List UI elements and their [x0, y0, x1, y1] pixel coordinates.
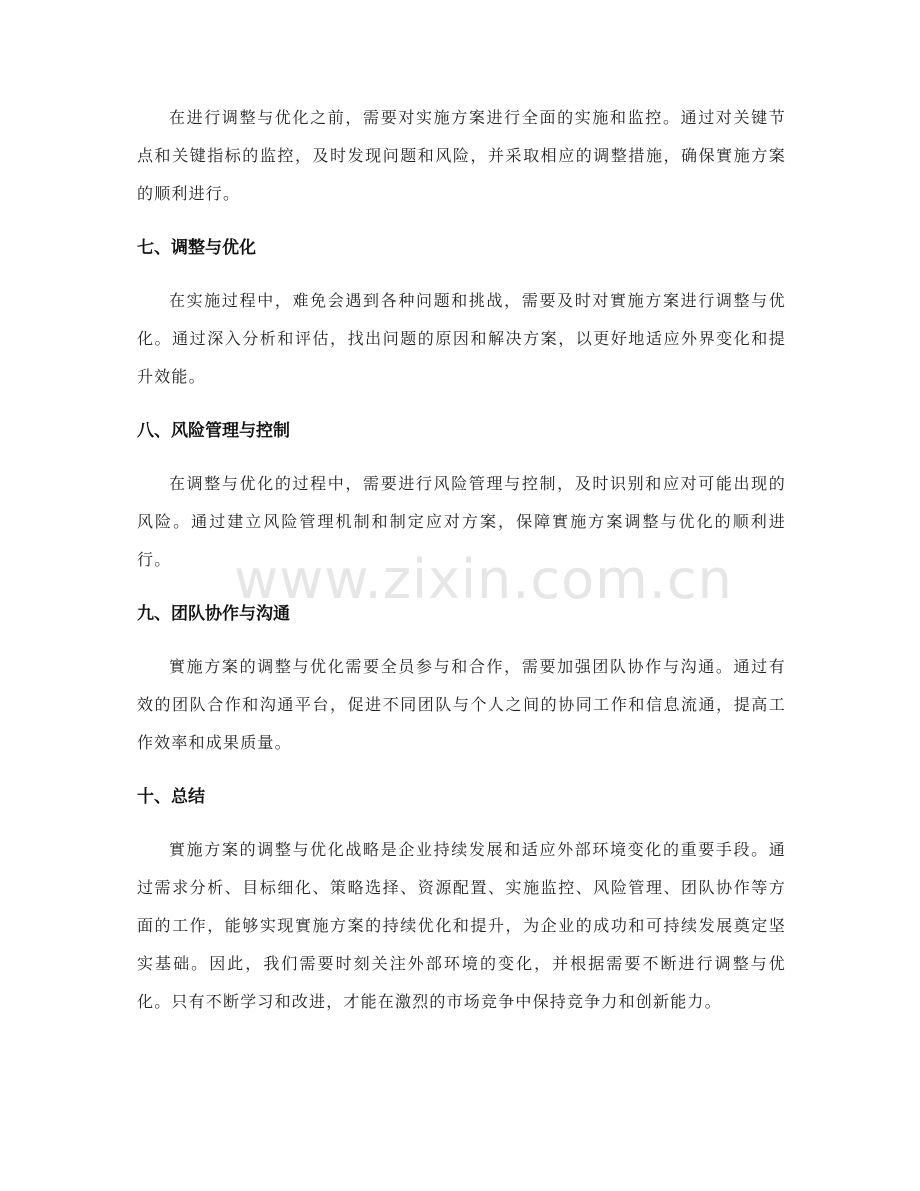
section-paragraph-risk-management: 在调整与优化的过程中，需要进行风险管理与控制，及时识别和应对可能出现的风险。通过建立风险管理机制和制定应对方案，保障實施方案调整与优化的顺利进行。	[137, 474, 786, 569]
watermark-text: www.zixin.com.cn	[234, 548, 733, 611]
intro-paragraph: 在进行调整与优化之前，需要对实施方案进行全面的实施和监控。通过对关键节点和关键指标的监控，及时发现问题和风险，并采取相应的调整措施，确保實施方案的顺利进行。	[137, 108, 786, 203]
section-heading-team-collaboration: 九、团队协作与沟通	[137, 604, 290, 624]
document-body	[137, 99, 786, 1021]
section-heading-summary: 十、总结	[137, 787, 205, 807]
section-paragraph-summary: 實施方案的调整与优化战略是企业持续发展和适应外部环境变化的重要手段。通过需求分析、目标细化、策略选择、资源配置、实施监控、风险管理、团队协作等方面的工作，能够实现實施方案的持续优化和提升，为企业的成功和可持续发展奠定坚实基础。因此，我们需要时刻关注外部环境的变化，并根据需要不断进行调整与优化。只有不断学习和改进，才能在激烈的市场竞争中保持竞争力和创新能力。	[137, 840, 786, 1011]
section-paragraph-adjust-optimize: 在实施过程中，难免会遇到各种问题和挑战，需要及时对實施方案进行调整与优化。通过深入分析和评估，找出问题的原因和解决方案，以更好地适应外界变化和提升效能。	[137, 291, 786, 386]
section-paragraph-team-collaboration: 實施方案的调整与优化需要全员参与和合作，需要加强团队协作与沟通。通过有效的团队合作和沟通平台，促进不同团队与个人之间的协同工作和信息流通，提高工作效率和成果质量。	[137, 657, 786, 752]
section-heading-adjust-optimize: 七、调整与优化	[137, 238, 256, 258]
section-heading-risk-management: 八、风险管理与控制	[137, 421, 290, 441]
